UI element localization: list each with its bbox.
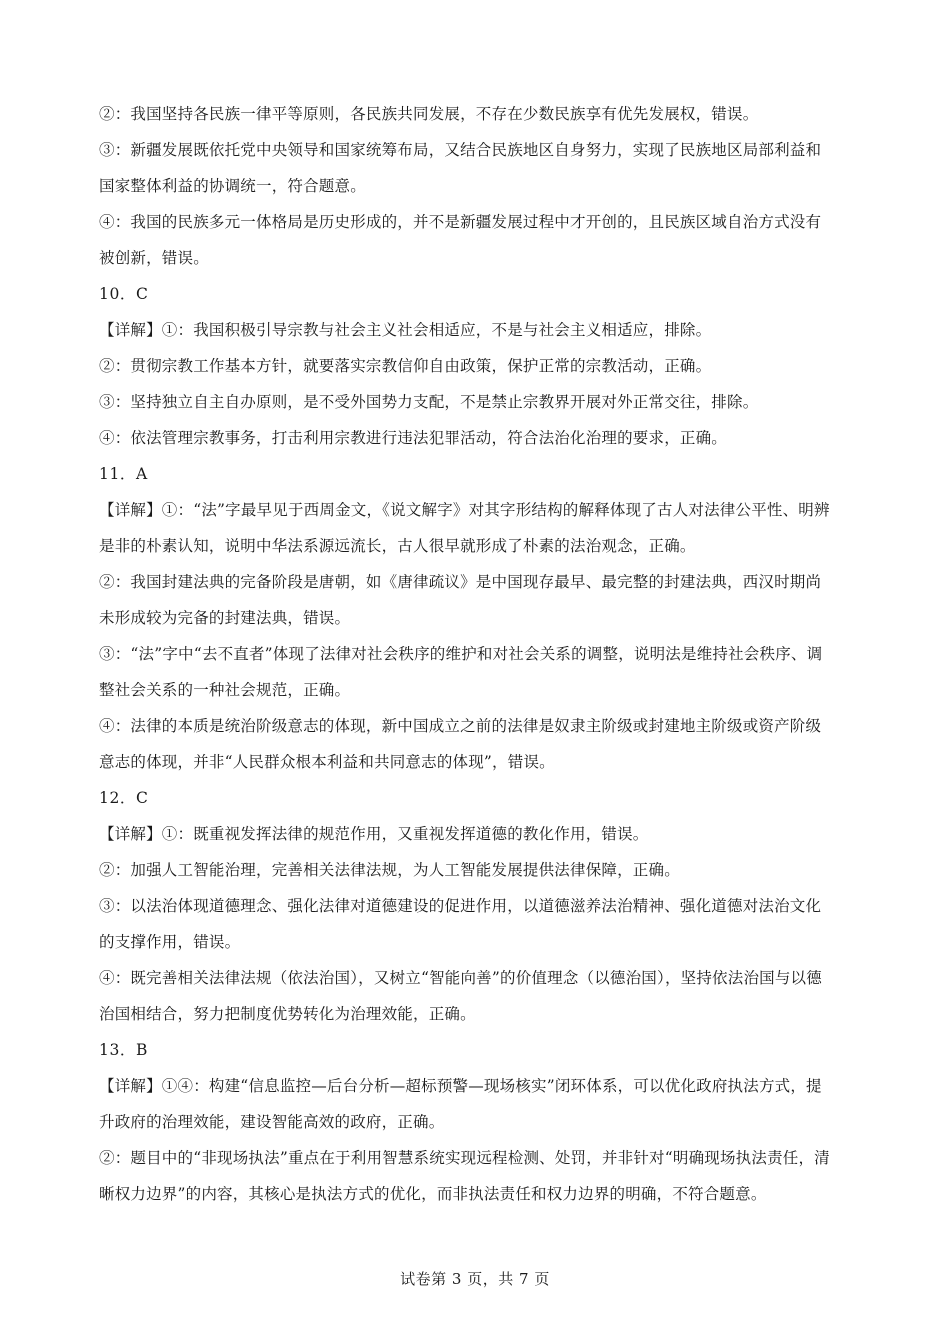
text-line: 升政府的治理效能，建设智能高效的政府，正确。 <box>99 1113 445 1131</box>
text-line: 【详解】①：我国积极引导宗教与社会主义社会相适应，不是与社会主义相适应，排除。 <box>99 321 712 339</box>
question-number: 10．C <box>99 285 149 303</box>
text-line: ③：“法”字中“去不直者”体现了法律对社会秩序的维护和对社会关系的调整，说明法是维持社会秩序、调 <box>99 645 823 663</box>
answer-text-block <box>99 96 851 1212</box>
question-number: 13．B <box>99 1041 149 1059</box>
text-line: 整社会关系的一种社会规范，正确。 <box>99 681 351 699</box>
text-line: 晰权力边界”的内容，其核心是执法方式的优化，而非执法责任和权力边界的明确，不符合题意。 <box>99 1185 767 1203</box>
text-line: ②：题目中的“非现场执法”重点在于利用智慧系统实现远程检测、处罚，并非针对“明确现场执法责任，清 <box>99 1149 830 1167</box>
question-number: 11．A <box>99 465 148 483</box>
text-line: ③：坚持独立自主自办原则，是不受外国势力支配，不是禁止宗教界开展对外正常交往，排除。 <box>99 393 759 411</box>
page-footer: 试卷第 3 页，共 7 页 <box>400 1270 550 1288</box>
text-line: 【详解】①：“法”字最早见于西周金文，《说文解字》对其字形结构的解释体现了古人对法律公平性、明辨 <box>99 501 830 519</box>
text-line: 治国相结合，努力把制度优势转化为治理效能，正确。 <box>99 1005 476 1023</box>
text-line: ④：法律的本质是统治阶级意志的体现，新中国成立之前的法律是奴隶主阶级或封建地主阶级或资产阶级 <box>99 717 822 735</box>
text-line: 的支撑作用，错误。 <box>99 933 241 951</box>
text-line: ②：我国坚持各民族一律平等原则，各民族共同发展，不存在少数民族享有优先发展权，错误。 <box>99 105 759 123</box>
text-line: 意志的体现，并非“人民群众根本利益和共同意志的体现”，错误。 <box>99 753 555 771</box>
text-line: ③：新疆发展既依托党中央领导和国家统筹布局，又结合民族地区自身努力，实现了民族地区局部利益和 <box>99 141 822 159</box>
text-line: 是非的朴素认知，说明中华法系源远流长，古人很早就形成了朴素的法治观念，正确。 <box>99 537 696 555</box>
text-line: 国家整体利益的协调统一，符合题意。 <box>99 177 366 195</box>
text-line: ④：依法管理宗教事务，打击利用宗教进行违法犯罪活动，符合法治化治理的要求，正确。 <box>99 429 728 447</box>
text-line: 【详解】①④：构建“信息监控—后台分析—超标预警—现场核实”闭环体系，可以优化政府执法方式，提 <box>99 1077 822 1095</box>
text-line: ②：我国封建法典的完备阶段是唐朝，如《唐律疏议》是中国现存最早、最完整的封建法典，西汉时期尚 <box>99 573 822 591</box>
text-line: 未形成较为完备的封建法典，错误。 <box>99 609 351 627</box>
question-number: 12．C <box>99 789 149 807</box>
text-line: ④：我国的民族多元一体格局是历史形成的，并不是新疆发展过程中才开创的，且民族区域自治方式没有 <box>99 213 822 231</box>
text-line: ④：既完善相关法律法规（依法治国），又树立“智能向善”的价值理念（以德治国），坚持依法治国与以德 <box>99 969 822 987</box>
text-line: ②：贯彻宗教工作基本方针，就要落实宗教信仰自由政策，保护正常的宗教活动，正确。 <box>99 357 712 375</box>
text-line: 【详解】①：既重视发挥法律的规范作用，又重视发挥道德的教化作用，错误。 <box>99 825 649 843</box>
text-line: 被创新，错误。 <box>99 249 209 267</box>
text-line: ③：以法治体现道德理念、强化法律对道德建设的促进作用，以道德滋养法治精神、强化道德对法治文化 <box>99 897 822 915</box>
text-line: ②：加强人工智能治理，完善相关法律法规，为人工智能发展提供法律保障，正确。 <box>99 861 680 879</box>
